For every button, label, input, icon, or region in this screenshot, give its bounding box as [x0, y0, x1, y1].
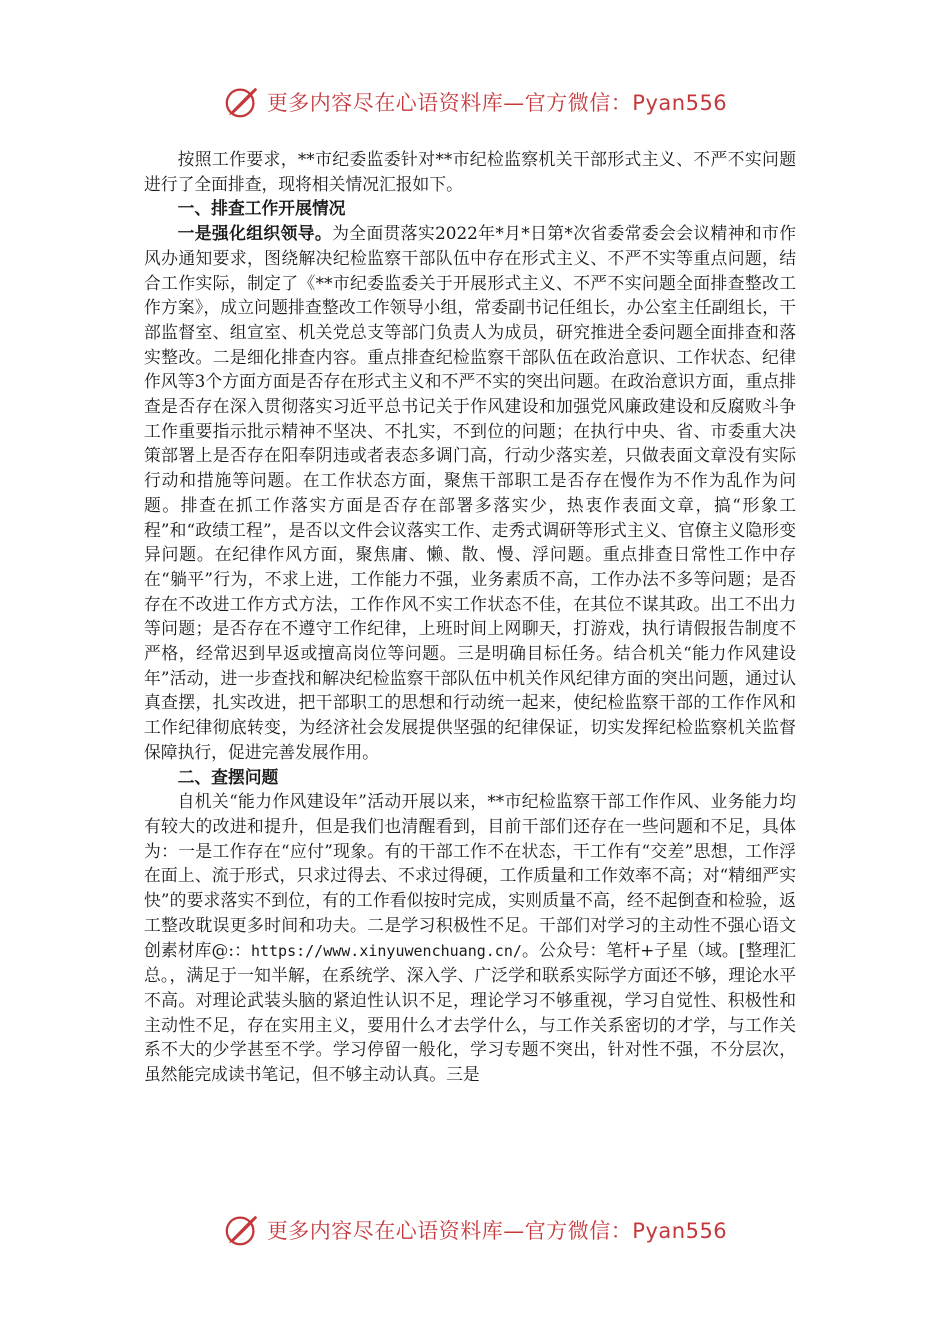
pen-circle-logo-icon — [223, 83, 261, 121]
section1-heading: 一、排查工作开展情况 — [177, 198, 346, 219]
banner-text: 更多内容尽在心语资料库—官方微信：Pyan556 — [266, 91, 728, 115]
document-body — [144, 147, 796, 1087]
section1-body: 为全面贯落实2022年*月*日第*次省委常委会会议精神和市作风办通知要求，图绕解决纪检监察干部队伍中存在形式主义、不严不实等重点问题，结合工作实际，制定了《**市纪委监委关于开展形式主义、不严不实问题全面排查整改工作方案》，成立问题排查整改工作领导小组，常委副书记任组长，办公室主任副组长，干部监督室、组宣室、机关党总支等部门负责人为成员，研究推进全委问题全面排查和落实整改。二是细化排查内容。重点排查纪检监察干部队伍在政治意识、工作状态、纪律作风等3个方面方面是否存在形式主义和不严不实的突出问题。在政治意识方面，重点排查是否存在深入贯彻落实习近平总书记关于作风建设和加强党风廉政建设和反腐败斗争工作重要指示批示精神不坚决、不扎实，不到位的问题；在执行中央、省、市委重大决策部署上是否存在阳奉阴违或者表态多调门高，行动少落实差，只做表面文章没有实际行动和措施等问题。在工作状态方面，聚焦干部职工是否存在慢作为不作为乱作为问题。排查在抓工作落实方面是否存在部署多落实少，热衷作表面文章，搞“形象工程”和“政绩工程”，是否以文件会议落实工作、走秀式调研等形式主义、官僚主义隐形变异问题。在纪律作风方面，聚焦庸、懒、散、慢、浮问题。重点排查日常性工作中存在“躺平”行为，不求上进，工作能力不强，业务素质不高，工作办法不多等问题；是否存在不改进工作方式方法，工作作风不实工作状态不佳，在其位不谋其政。出工不出力等问题；是否存在不遵守工作纪律，上班时间上网聊天，打游戏，执行请假报告制度不严格，经常迟到早返或擅高岗位等问题。三是明确目标任务。结合机关“能力作风建设年”活动，进一步查找和解决纪检监察干部队伍中机关作风纪律方面的突出问题，通过认真查摆，扎实改进，把干部职工的思想和行动统一起来，使纪检监察干部的工作作风和工作纪律彻底转变，为经济社会发展提供坚强的纪律保证，切实发挥纪检监察机关监督保障执行，促进完善发展作用。 — [144, 223, 796, 762]
section1-lead: 一是强化组织领导。 — [177, 223, 333, 244]
footer-banner — [0, 1208, 950, 1252]
website-url: https://www.xinyuwenchuang.cn/ — [250, 941, 522, 960]
banner-text: 更多内容尽在心语资料库—官方微信：Pyan556 — [266, 1219, 728, 1243]
header-banner — [0, 80, 950, 124]
pen-circle-logo-icon — [223, 1211, 261, 1249]
intro-paragraph: 按照工作要求，**市纪委监委针对**市纪检监察机关干部形式主义、不严不实问题进行了全面排查，现将相关情况汇报如下。 — [144, 149, 796, 194]
section2-body-b: 。公众号：笔杆+子星（域。[整理汇总。，满足于一知半解，在系统学、深入学、广泛学和联系实际学方面还不够，理论水平不高。对理论武装头脑的紧迫性认识不足，理论学习不够重视，学习自觉性、积极性和主动性不足，存在实用主义，要用什么才去学什么，与工作关系密切的才学，与工作关系不大的少学甚至不学。学习停留一般化，学习专题不突出，针对性不强，不分层次，虽然能完成读书笔记，但不够主动认真。三是 — [144, 939, 797, 1085]
section2-heading: 二、查摆问题 — [177, 766, 279, 787]
section2-body-a: 自机关“能力作风建设年”活动开展以来，**市纪检监察干部工作作风、业务能力均有较大的改进和提升，但是我们也清醒看到，目前干部们还存在一些问题和不足，具体为：一是工作存在“应付”现象。有的干部工作不在状态，干工作有“交差”思想，工作浮在面上、流于形式，只求过得去、不求过得硬，工作质量和工作效率不高；对“精细严实快”的要求落实不到位，有的工作看似按时完成，实则质量不高，经不起倒查和检验，返工整改耽误更多时间和功夫。二是学习积极性不足。干部们对学习的主动性不强心语文创素材库@:： — [144, 791, 796, 960]
section1-paragraph — [144, 221, 796, 764]
section2-paragraph — [144, 789, 796, 1086]
